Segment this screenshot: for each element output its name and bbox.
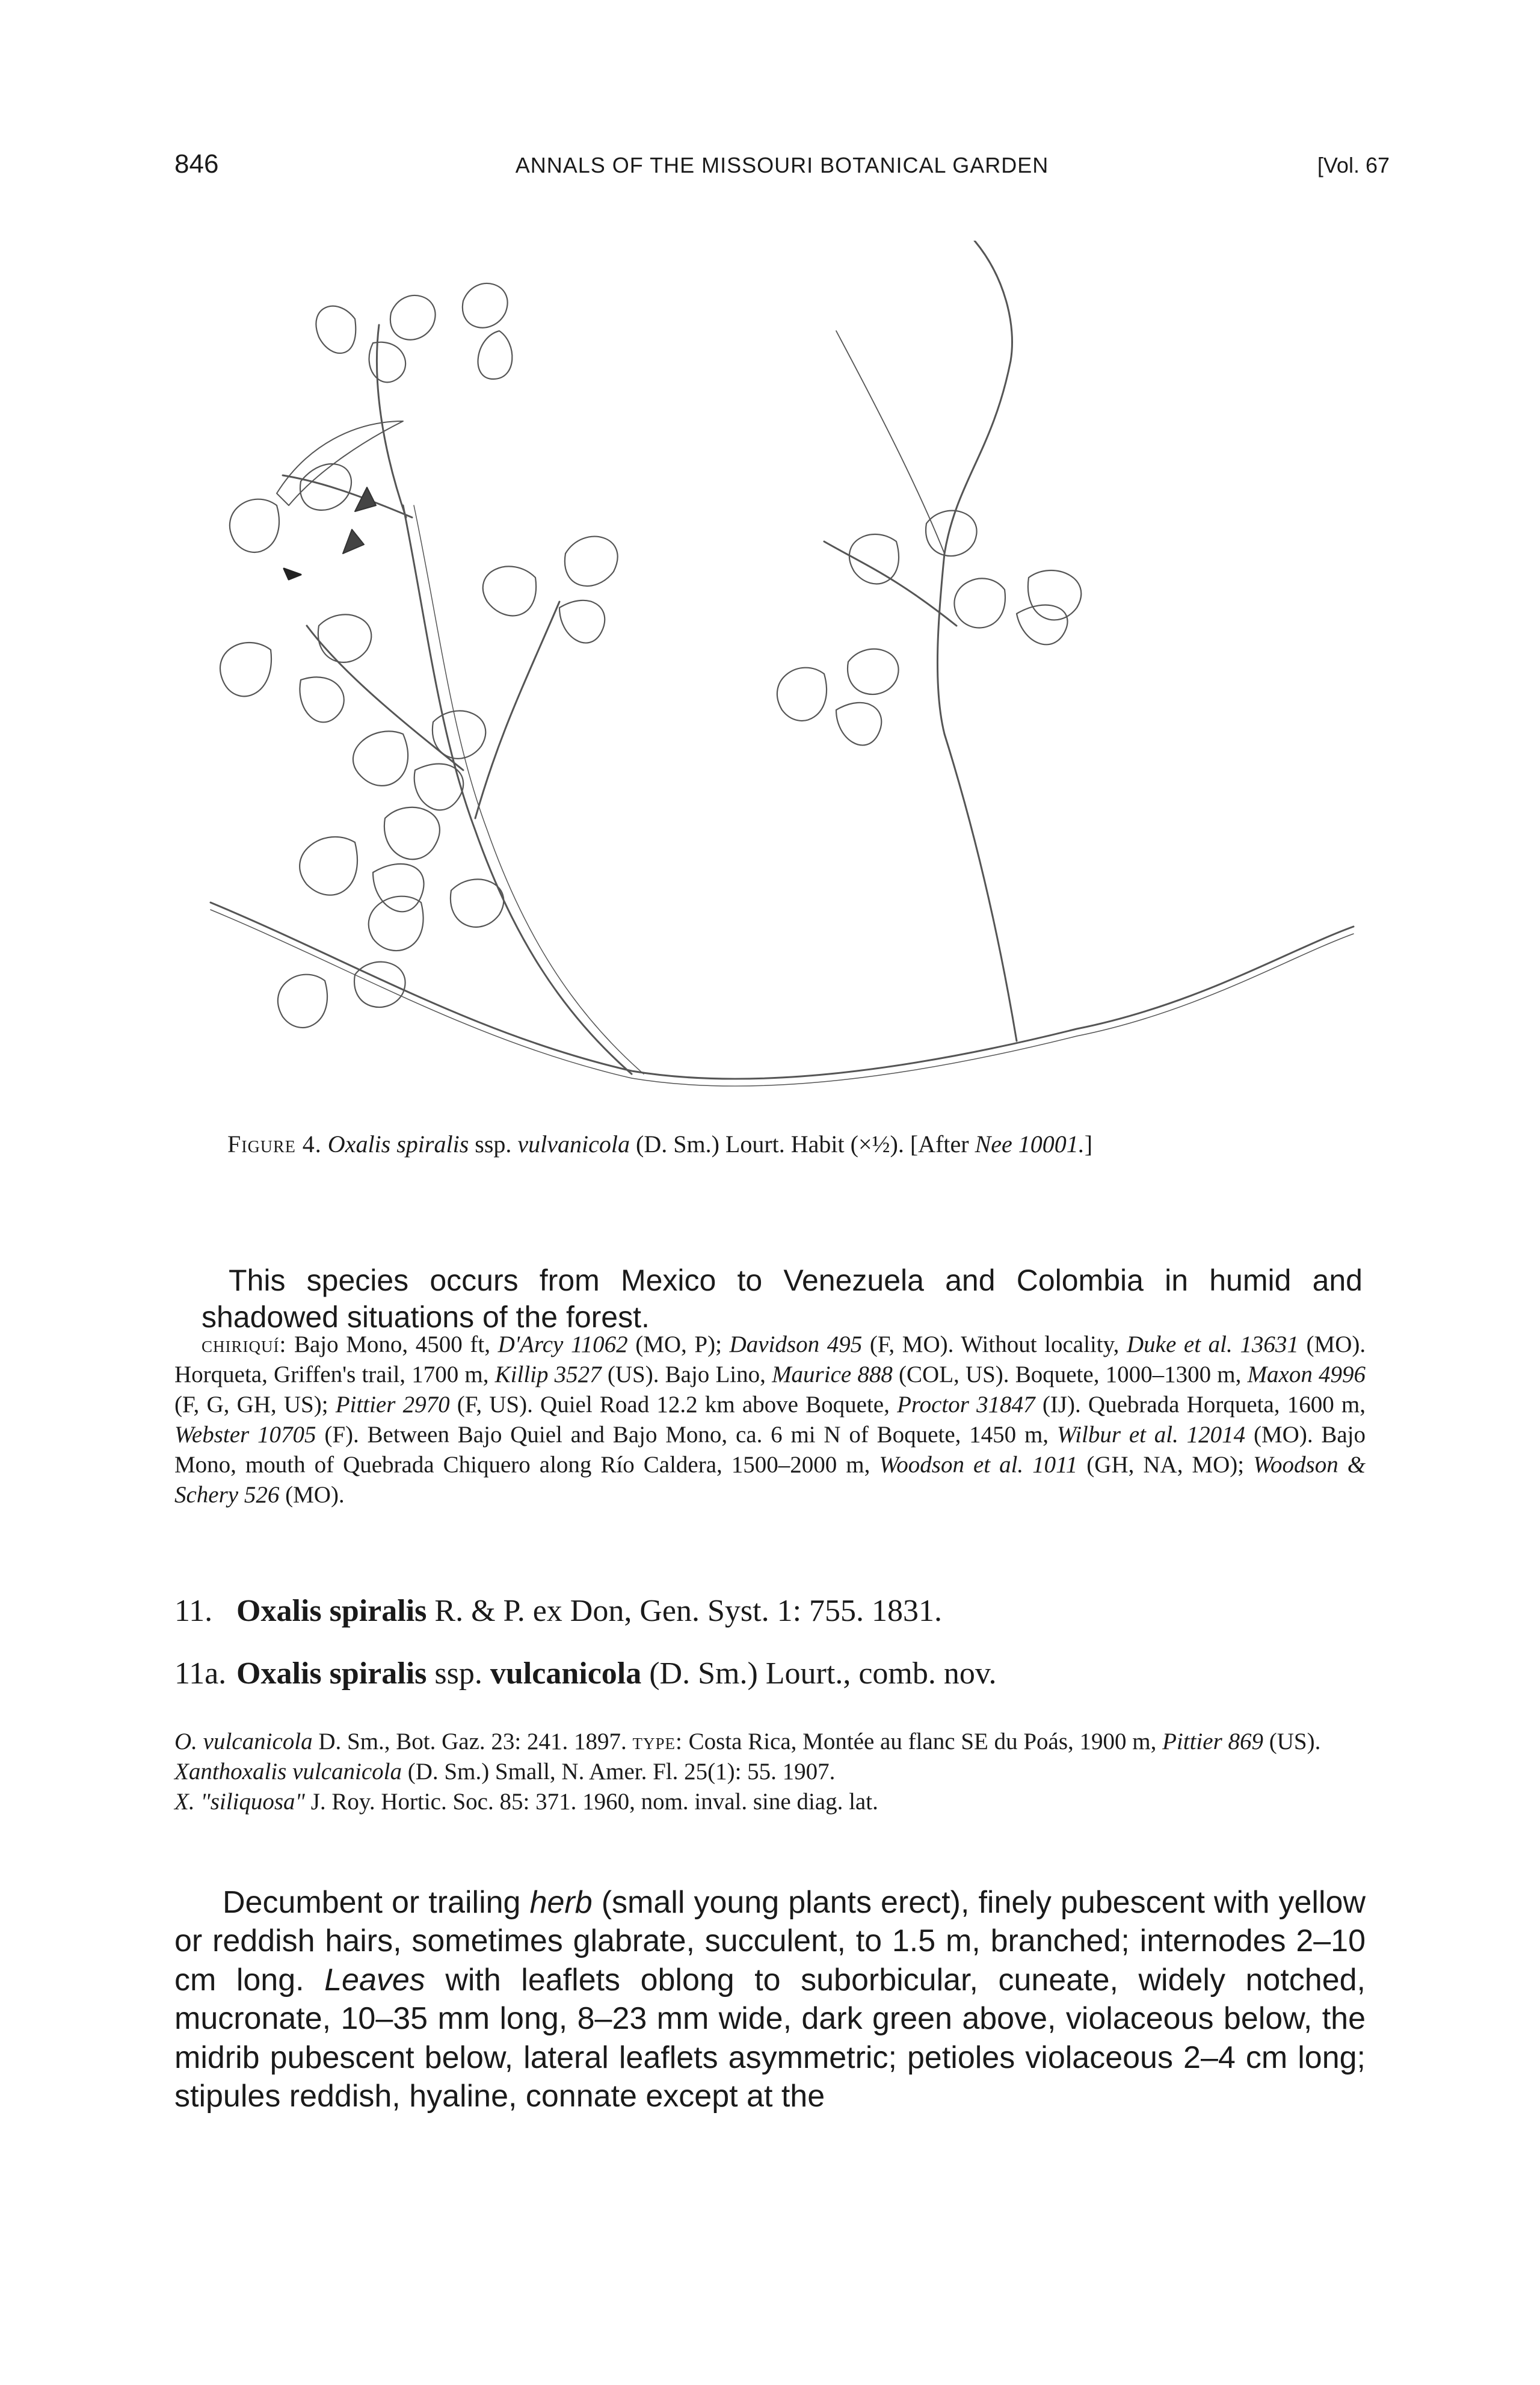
leaflet (353, 731, 408, 785)
synonym-citation: (D. Sm.) Small, N. Amer. Fl. 25(1): 55. 1907. (407, 1758, 836, 1785)
left-branch (403, 505, 632, 1074)
collector: Wilbur et al. 12014 (1056, 1421, 1246, 1448)
right-side-branch (824, 541, 956, 626)
description-term: herb (529, 1885, 593, 1920)
main-stem (211, 902, 1354, 1079)
specimen-text: (F, MO). Without locality, (869, 1331, 1120, 1357)
specimen-text: (F). Between Bajo Quiel and Bajo Mono, ca. 6 mi N of Boquete, 1450 m, (324, 1421, 1049, 1448)
specimen-text: (COL, US). Boquete, 1000–1300 m, (899, 1361, 1242, 1387)
specimen-text: (MO, P); (635, 1331, 722, 1357)
description-term: Leaves (324, 1962, 425, 1998)
type-locality: Costa Rica, Montée au flanc SE du Poás, 1900 m, (688, 1729, 1157, 1754)
page-number: 846 (174, 149, 219, 179)
synonym-entry (174, 1787, 1366, 1817)
right-upper-branch (944, 241, 1012, 554)
caption-authority: (D. Sm.) Lourt. Habit (×½). [After (636, 1131, 969, 1158)
collector: Maurice 888 (772, 1361, 893, 1387)
right-branch (937, 554, 1017, 1041)
caption-end: ] (1084, 1131, 1093, 1158)
subspecies-species: Oxalis spiralis (236, 1656, 427, 1691)
journal-title: ANNALS OF THE MISSOURI BOTANICAL GARDEN (515, 153, 1049, 177)
species-heading (174, 1593, 1366, 1629)
species-name: Oxalis spiralis (236, 1594, 427, 1628)
leaflet (848, 649, 899, 694)
type-label: type: (632, 1729, 683, 1754)
collector: D'Arcy 11062 (497, 1331, 628, 1357)
subspecies-number: 11a. (174, 1656, 227, 1691)
specimen-text: (MO). (285, 1481, 345, 1508)
leaflet (230, 499, 279, 552)
collector: Maxon 4996 (1247, 1361, 1366, 1387)
leaflet (369, 342, 406, 383)
caption-ssp: ssp. (475, 1131, 512, 1158)
botanical-illustration (174, 241, 1390, 1125)
synonym-name: O. vulcanicola (174, 1729, 313, 1754)
leaflet (384, 807, 440, 859)
description-paragraph (174, 1883, 1366, 2116)
specimen-text: Bajo Mono, 4500 ft, (294, 1331, 491, 1357)
left-branch-outline (414, 505, 644, 1074)
species-authority: R. & P. ex Don, Gen. Syst. 1: 755. 1831. (434, 1594, 943, 1628)
caption-source: Nee 10001. (975, 1131, 1085, 1158)
leaflet (451, 879, 504, 927)
collector: Davidson 495 (729, 1331, 863, 1357)
species-number: 11. (174, 1594, 213, 1628)
leaflet (390, 295, 436, 340)
description-text: with leaflets oblong to suborbicular, cuneate, widely notched, mucronate, 10–35 mm long, 8–23 mm wide, dark green above, violaceous below, the midrib pubescent below, lateral leaflets asymmetric; petioles violaceous 2–4 cm long; stipules reddish, hyaline, connate except at the (174, 1962, 1366, 2114)
leaflet (926, 511, 977, 556)
synonym-entry (174, 1727, 1366, 1757)
leaflet (373, 864, 424, 912)
leaflet (483, 566, 536, 616)
leaflet (559, 600, 605, 643)
right-upper-stem-thin (836, 331, 944, 554)
collector: Killip 3527 (494, 1361, 602, 1387)
specimen-list (174, 1330, 1366, 1510)
leaflet (316, 306, 356, 353)
leaflet (300, 837, 357, 895)
leaflet (954, 578, 1005, 628)
leaflet (1017, 605, 1068, 645)
leaflet (300, 464, 351, 510)
leaflet (463, 283, 508, 328)
leaflet (220, 643, 271, 696)
collector: Pittier 2970 (335, 1391, 450, 1418)
collector: Proctor 31847 (897, 1391, 1035, 1418)
type-collector: Pittier 869 (1162, 1729, 1263, 1754)
synonymy (174, 1727, 1366, 1817)
leaflet (1028, 570, 1081, 620)
volume-label: [Vol. 67 (1317, 153, 1390, 177)
subspecies-authority: (D. Sm.) Lourt., comb. nov. (649, 1656, 997, 1691)
leaflet (565, 537, 618, 586)
collector: Duke et al. 13631 (1126, 1331, 1299, 1357)
specimen-text: (GH, NA, MO); (1086, 1451, 1245, 1478)
synonym-citation: J. Roy. Hortic. Soc. 85: 371. 1960, nom. inval. sine diag. lat. (310, 1788, 878, 1815)
specimen-text: (US). Bajo Lino, (607, 1361, 766, 1387)
subspecies-rank: ssp. (434, 1656, 482, 1691)
synonym-name: Xanthoxalis vulcanicola (174, 1758, 402, 1785)
specimen-text: (MO). Bajo Mono, mouth of Quebrada Chiquero along Río Caldera, 1500–2000 m, (174, 1421, 1366, 1478)
figure-caption (227, 1130, 1370, 1158)
synonym-entry (174, 1757, 1366, 1787)
caption-taxon: Oxalis spiralis (327, 1131, 469, 1158)
center-branch (475, 602, 559, 818)
type-herbarium: (US). (1269, 1729, 1321, 1754)
subspecies-heading (174, 1656, 1366, 1691)
dark-bud (284, 569, 301, 579)
specimen-text: (MO). Horqueta, Griffen's trail, 1700 m, (174, 1331, 1366, 1387)
specimen-region: chiriquí: (202, 1331, 287, 1357)
plant-drawing-svg (174, 241, 1390, 1125)
main-stem-outline (211, 910, 1354, 1086)
figure-label: Figure 4. (227, 1131, 322, 1158)
caption-subspecies: vulvanicola (517, 1131, 630, 1158)
running-header (174, 149, 1390, 185)
intro-paragraph: This species occurs from Mexico to Venezuela and Colombia in humid and shadowed situations of the forest. (202, 1263, 1363, 1334)
leaflet (318, 614, 371, 662)
leaflet (354, 962, 405, 1007)
collector: Webster 10705 (174, 1421, 316, 1448)
leaflet (777, 668, 827, 721)
leaflet (278, 975, 327, 1028)
synonym-name: X. "siliquosa" (174, 1788, 305, 1815)
description-text: (small young plants erect), finely pubescent with yellow or reddish hairs, sometimes glabrate, succulent, to 1.5 m, branched; internodes 2–10 cm long. (174, 1885, 1366, 1998)
flower-bud (343, 529, 364, 554)
leaflet (369, 896, 424, 951)
flower-bud (355, 487, 376, 511)
synonym-citation: D. Sm., Bot. Gaz. 23: 241. 1897. (318, 1729, 627, 1754)
collector: Woodson et al. 1011 (879, 1451, 1078, 1478)
leaflet (836, 703, 881, 745)
subspecies-name: vulcanicola (490, 1656, 642, 1691)
collector: Woodson & Schery 526 (174, 1451, 1366, 1508)
specimen-text: (F, G, GH, US); (174, 1391, 328, 1418)
specimen-text: (IJ). Quebrada Horqueta, 1600 m, (1042, 1391, 1366, 1418)
leaflet (478, 331, 513, 379)
leaflet (300, 677, 343, 722)
specimen-text: (F, US). Quiel Road 12.2 km above Boquete, (457, 1391, 890, 1418)
description-text: Decumbent or trailing (223, 1885, 521, 1920)
